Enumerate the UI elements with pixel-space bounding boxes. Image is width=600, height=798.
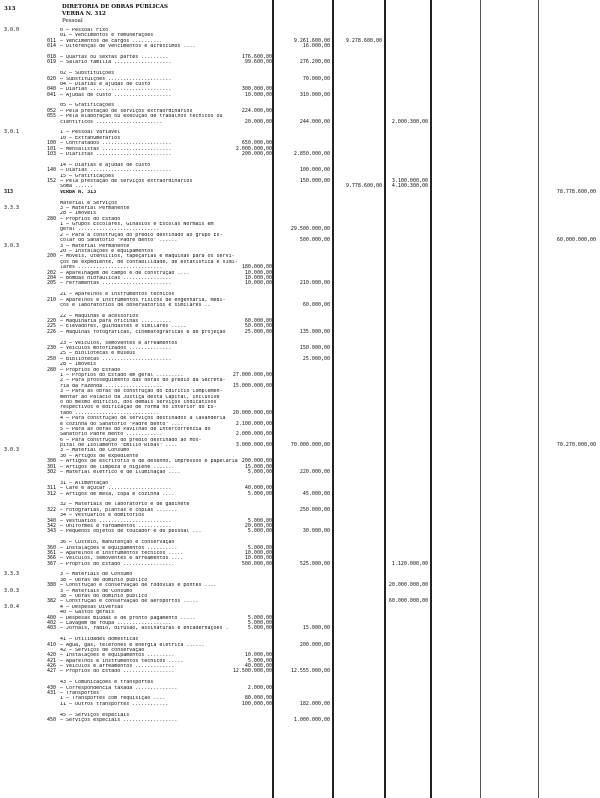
- cell-v1: 5.000,00: [247, 517, 272, 524]
- cell-desc: lares ............................: [60, 265, 163, 271]
- cell-code: 200: [46, 253, 56, 260]
- cell-code: 041: [46, 91, 56, 98]
- cell-code: 431: [46, 690, 56, 697]
- cell-desc: e cozinha do Sanatório "Padre Bento" ....: [60, 421, 184, 427]
- cell-code: 400: [46, 614, 56, 621]
- cell-desc: Soma ......: [60, 184, 94, 190]
- cell-desc: Sanatório Padre Bento ............: [60, 432, 163, 438]
- cell-v2: 276.200,00: [299, 59, 330, 66]
- cell-desc: 34 — Vestuários e domitórios: [60, 513, 145, 519]
- cell-desc: pital de Isolamento "Emílio Ribas" ....: [60, 443, 178, 449]
- cell-code: 311: [46, 485, 56, 492]
- cell-v1: 15.000.000,00: [232, 382, 272, 389]
- cell-desc: — Fotografias, plantas e cópias .......: [60, 507, 178, 513]
- cell-desc: 28 — Imóveis: [60, 362, 97, 368]
- cell-v1: 2.000,00: [247, 684, 272, 691]
- cell-desc: — Móveis, utensílios, tapeçarias e maquinas para os servi-: [60, 254, 235, 260]
- ledger-rows: [0, 28, 600, 723]
- cell-v1: 300.000,00: [241, 86, 272, 93]
- cell-v2: 200.000,00: [299, 641, 330, 648]
- cell-code: 427: [46, 668, 56, 675]
- cell-desc: — Ajudas de custo ...................: [60, 92, 172, 98]
- cell-desc: 14 — Diárias e ajudas de custo: [60, 162, 151, 168]
- cell-desc: — Veículos motorizados ..............: [60, 346, 172, 352]
- cell-desc: 42 — Serviços de conservação: [60, 647, 145, 653]
- cell-v2: 244.000,00: [299, 118, 330, 125]
- cell-desc: — Ferramentas .......................: [60, 281, 172, 287]
- cell-v2: 29.500.000,00: [290, 226, 330, 233]
- cell-code: 426: [46, 663, 56, 670]
- cell-desc: Material e Serviços: [60, 200, 118, 206]
- cell-code: 402: [46, 619, 56, 626]
- cell-v2: 2.850.000,00: [293, 150, 330, 157]
- cell-desc: 30 — Artigos de expediente: [60, 453, 139, 459]
- cell-v1: 10.000,00: [244, 274, 272, 281]
- cell-desc: 4 — Para construção de serviços destinados à lavanderia: [60, 416, 226, 422]
- cell-desc: — Água, gás, telefones e energia elétrica ......: [60, 642, 205, 648]
- ledger-row: [0, 718, 600, 723]
- cell-code: 280: [46, 366, 56, 373]
- cell-desc: 1 — Transportes com requisição ....: [60, 696, 166, 702]
- cell-desc: — Jornais, rádio, difusão, assinaturas e encadernações .: [60, 626, 229, 632]
- cell-v1: 5.000,00: [247, 544, 272, 551]
- cell-desc: 36 — Custeio, manutenção e conservação: [60, 540, 175, 546]
- cell-v1: 3.000.000,00: [235, 442, 272, 449]
- cell-v4: 20.000.000,00: [388, 582, 428, 589]
- cell-code: 420: [46, 652, 56, 659]
- cell-desc: o do mesmo edifício, dos demais serviços indicativos: [60, 399, 217, 405]
- cell-desc: tado ............................: [60, 410, 160, 416]
- cell-v2: 1.000.000,00: [293, 717, 330, 723]
- cell-desc: — Instalações e equipamentos .........: [60, 653, 175, 659]
- cell-desc: científicos ......................: [60, 119, 163, 125]
- cell-v4: 60.000.000,00: [388, 598, 428, 605]
- cell-desc: mentar ao Palácio da Justiça desta Capital, inclusive: [60, 394, 220, 400]
- cell-code: 280: [46, 215, 56, 222]
- cell-sec: 3.0.1: [4, 129, 20, 136]
- cell-v2: 310.000,00: [299, 91, 330, 98]
- cell-desc: — Artigos de mesa, copa e cozinha ....: [60, 491, 175, 497]
- cell-code: 205: [46, 280, 56, 287]
- cell-desc: 5 — Para as obras do Pavilhão de Intercorrência do: [60, 426, 211, 432]
- cell-desc: 3 — Materiais de Consumo: [60, 572, 133, 578]
- cell-v1: 100.000,00: [241, 700, 272, 707]
- cell-desc: — Bombas hidráulicas ................: [60, 275, 172, 281]
- cell-code: 367: [46, 560, 56, 567]
- cell-code: 361: [46, 549, 56, 556]
- cell-code: 301: [46, 463, 56, 470]
- cell-desc: — Quartas ou sextas partes .........: [60, 54, 169, 60]
- cell-code: 052: [46, 107, 56, 114]
- cell-code: 302: [46, 469, 56, 476]
- cell-desc: VERBA N. 313: [60, 189, 97, 195]
- cell-code: 202: [46, 269, 56, 276]
- cell-desc: — Veículos, semoventes e arreamentos ....: [60, 556, 184, 562]
- cell-v1: 60.000,00: [244, 318, 272, 325]
- cell-v1: 20.000.000,00: [232, 409, 272, 416]
- cell-desc: — Pela prestação de serviços extraordinários: [60, 178, 193, 184]
- cell-v2: 70.000,00: [302, 75, 330, 82]
- cell-v1: 15.000,00: [244, 463, 272, 470]
- cell-desc: — Veículos e arreamentos .............: [60, 664, 175, 670]
- cell-desc: — Uniformes e fardamentos ...........: [60, 523, 172, 529]
- cell-v2: 150.000,00: [299, 177, 330, 184]
- cell-desc: — Lavagem de roupa ..................: [60, 620, 172, 626]
- cell-v1: 40.000,00: [244, 663, 272, 670]
- cell-v2: 60.000,00: [302, 301, 330, 308]
- cell-desc: 1 — Próprios do Estado em geral .........: [60, 373, 184, 378]
- cell-v1: 27.000.000,00: [232, 372, 272, 378]
- cell-desc: 15 — Gratificações: [60, 173, 115, 179]
- cell-desc: ria da Fazenda ...................: [60, 383, 163, 389]
- cell-desc: 43 — Comunicações e transportes: [60, 680, 154, 686]
- cell-v1: 25.000,00: [244, 328, 272, 335]
- cell-code: 014: [46, 43, 56, 50]
- cell-code: 430: [46, 684, 56, 691]
- cell-desc: 3 — Material Permanente: [60, 243, 130, 249]
- cell-desc: — Construção e conservação de aeroportos .....: [60, 599, 199, 605]
- cell-v1: 20.000,00: [244, 522, 272, 529]
- cell-desc: 3 — Materiais de Consumo: [60, 588, 133, 594]
- cell-v3: 9.778.600,00: [345, 183, 382, 190]
- cell-code: 403: [46, 625, 56, 632]
- cell-desc: 25 — Bibliotecas e museus: [60, 351, 136, 357]
- cell-desc: — Próprios do Estado: [60, 367, 121, 373]
- cell-desc: — Aparelhos e instrumentos técnicos .....: [60, 658, 184, 664]
- cell-code: 103: [46, 150, 56, 157]
- cell-code: 380: [46, 582, 56, 589]
- cell-v1: 5.000,00: [247, 625, 272, 632]
- cell-v2: 16.000,00: [302, 43, 330, 50]
- cell-desc: — Bibliotecas .......................: [60, 356, 172, 362]
- cell-sec: 3.0.4: [4, 603, 20, 610]
- cell-desc: — Diárias ...........................: [60, 168, 172, 174]
- cell-desc: — Pela prestação de serviços extraordinários: [60, 108, 193, 114]
- cell-v2: 15.000,00: [302, 625, 330, 632]
- cell-desc: 22 — Máquinas e acessórios: [60, 313, 139, 319]
- cell-desc: — Vencimentos de cargos ..........: [60, 38, 163, 44]
- cell-desc: — Instalações e equipamentos ..........: [60, 545, 178, 551]
- cell-v1: 12.500.000,00: [232, 668, 272, 675]
- cell-v1: 10.000,00: [244, 280, 272, 287]
- cell-desc: 1 — Grupos Escolares, Ginásios e Escolas Normais em: [60, 222, 214, 228]
- cell-v1: 200.000,00: [241, 458, 272, 465]
- cell-desc: 3 — Material Permanente: [60, 205, 130, 211]
- cell-code: 382: [46, 598, 56, 605]
- cell-v5: 78.778.600,00: [556, 188, 596, 195]
- cell-code: 100: [46, 140, 56, 147]
- cell-v2: 70.000.000,00: [290, 442, 330, 449]
- cell-code: 210: [46, 296, 56, 303]
- cell-v2: 220.000,00: [299, 469, 330, 476]
- cell-code: 019: [46, 59, 56, 66]
- cell-code: 204: [46, 274, 56, 281]
- cell-sec: 3.3.3: [4, 571, 20, 578]
- cell-desc: — Diaristas .........................: [60, 151, 172, 157]
- cell-desc: — Artigos de limpeza e higiene .......: [60, 464, 175, 470]
- cell-desc: 0 — Pessoal Fixo: [60, 28, 109, 33]
- cell-v1: 5.000,00: [247, 490, 272, 497]
- cell-code: 360: [46, 544, 56, 551]
- cell-desc: — Aparelhagem de campo e de construção ....: [60, 270, 190, 276]
- cell-sec: 3.0.3: [4, 242, 20, 249]
- cell-v2: 135.000,00: [299, 328, 330, 335]
- cell-desc: 28 — Imóveis: [60, 211, 97, 217]
- cell-desc: colar do Sanatório "Padre Bento" ......: [60, 238, 178, 244]
- cell-sec: 3.0.3: [4, 587, 20, 594]
- cell-desc: — Mensalistas .......................: [60, 146, 172, 152]
- cell-code: 152: [46, 177, 56, 184]
- cell-desc: 02 — Substituições: [60, 71, 115, 77]
- cell-v1: 176.600,00: [241, 53, 272, 60]
- cell-desc: — Próprios do Estado .................: [60, 669, 175, 675]
- cell-code: 340: [46, 517, 56, 524]
- cell-desc: — Salário família ...................: [60, 60, 172, 66]
- cell-desc: — Diárias ...........................: [60, 87, 172, 93]
- cell-code: 225: [46, 323, 56, 330]
- cell-code: 421: [46, 657, 56, 664]
- cell-code: 250: [46, 355, 56, 362]
- cell-v4: 1.120.000,00: [391, 560, 428, 567]
- cell-v1: 99.600,00: [244, 59, 272, 66]
- cell-code: 220: [46, 318, 56, 325]
- cell-v1: 10.000,00: [244, 269, 272, 276]
- cell-desc: — Aparelhos e instrumentos técnicos .....: [60, 550, 184, 556]
- cell-v1: 650.000,00: [241, 140, 272, 147]
- cell-v1: 2.000.000,00: [235, 431, 272, 438]
- cell-sec: 3.3.3: [4, 204, 20, 211]
- cell-desc: cos e laboratórios de observatórios e similares ..: [60, 302, 211, 308]
- cell-code: 450: [46, 717, 56, 723]
- cell-v4: 4.100.300,00: [391, 183, 428, 190]
- cell-desc: — Próprios do Estado .................: [60, 561, 175, 567]
- cell-desc: — Maquinária para oficinas ..........: [60, 319, 172, 325]
- department-title: DIRETORIA DE OBRAS PÚBLICAS: [62, 4, 168, 10]
- cell-v1: 180.000,00: [241, 264, 272, 271]
- cell-desc: 20 — Instalações e equipamentos: [60, 249, 154, 255]
- cell-desc: — Diferenças de vencimentos e acréscimos ....: [60, 44, 196, 50]
- cell-v1: 224.000,00: [241, 107, 272, 114]
- cell-code: 322: [46, 506, 56, 513]
- cell-desc: 41 — Utilidades domésticas: [60, 637, 139, 643]
- cell-desc: 05 — Gratificações: [60, 103, 115, 109]
- cell-desc: — Vestuários ........................: [60, 518, 172, 524]
- cell-desc: — Café e açúcar .....................: [60, 486, 172, 492]
- cell-v4: 3.100.000,00: [391, 177, 428, 184]
- cell-desc: — Artigos de escritório e de desenho, impressos e papelaria: [60, 459, 238, 465]
- cell-desc: — Pela elaboração ou execução de trabalhos técnicos ou: [60, 114, 223, 120]
- cell-desc: 2 — Para prosseguimento das obras do prédio da Secreta-: [60, 378, 226, 384]
- cell-v2: 500.000,00: [299, 237, 330, 244]
- cell-desc: — Substituições .....................: [60, 76, 172, 82]
- cell-desc: 45 — Serviços especiais: [60, 712, 130, 718]
- cell-v3: 9.278.600,00: [345, 37, 382, 44]
- cell-desc: — Correspondência taxada ..............: [60, 685, 178, 691]
- cell-desc: 4 — Despesas Diversas: [60, 604, 124, 610]
- cell-code: 230: [46, 345, 56, 352]
- cell-desc: 04 — Diárias e ajudas de custo: [60, 81, 151, 87]
- cell-v4: 2.000.300,00: [391, 118, 428, 125]
- cell-v1: 5.000,00: [247, 619, 272, 626]
- cell-v2: 250.000,00: [299, 506, 330, 513]
- cell-v1: 5.000,00: [247, 614, 272, 621]
- cell-desc: 21 — Aparelhos e instrumentos técnicos: [60, 292, 175, 298]
- cell-v1: 500.000,00: [241, 560, 272, 567]
- cell-v2: 100.000,00: [299, 167, 330, 174]
- cell-desc: respectivos e edificação de forma no interior do Es-: [60, 405, 217, 411]
- cell-v2: 525.000,00: [299, 560, 330, 567]
- cell-v2: 210.000,00: [299, 280, 330, 287]
- cell-desc: ços de expediente, de contabilidade, de estatística e simi-: [60, 259, 238, 265]
- cell-desc: 3 — Para as obras de construção do Edifício Complemen-: [60, 389, 223, 395]
- cell-v1: 10.000,00: [244, 549, 272, 556]
- cell-v1: 2.000.000,00: [235, 145, 272, 152]
- cell-desc: 6 — Para construção do prédio destinado ao Hos-: [60, 437, 202, 443]
- cell-v1: 5.000,00: [247, 657, 272, 664]
- cell-v2: 45.000,00: [302, 490, 330, 497]
- cell-desc: — Transportes: [60, 691, 100, 697]
- section-title: Pessoal: [62, 18, 83, 24]
- cell-desc: — Contratados .......................: [60, 141, 172, 147]
- cell-desc: 31 — Alimentação: [60, 480, 109, 486]
- cell-desc: — Despesas miúdas e de pronto pagamento .....: [60, 615, 196, 621]
- cell-v1: 20.000,00: [244, 118, 272, 125]
- cell-sec: 3.0.0: [4, 27, 20, 33]
- cell-v2: 182.000,00: [299, 700, 330, 707]
- cell-sec: 3.0.3: [4, 447, 20, 454]
- cell-v1: 5.000,00: [247, 469, 272, 476]
- cell-v1: 40.000,00: [244, 485, 272, 492]
- cell-desc: — Máquinas fotográficas, cinematográficas e de projeção: [60, 329, 226, 335]
- cell-desc: — Elevadores, guindastes e similares .....: [60, 324, 187, 330]
- cell-v1: 200.000,00: [241, 150, 272, 157]
- cell-v2: 12.555.000,00: [290, 668, 330, 675]
- cell-desc: 40 — Gastos gerais: [60, 610, 115, 616]
- cell-desc: 2 — Para a construção do prédio destinado ao grupo Es-: [60, 232, 223, 238]
- cell-code: 226: [46, 328, 56, 335]
- cell-code: 018: [46, 53, 56, 60]
- page-number: 313: [4, 6, 16, 12]
- verba-title: VERBA N. 312: [62, 11, 106, 17]
- cell-desc: — Construção e conservação de rodovias e pontes ....: [60, 583, 217, 589]
- cell-desc: 38 — Obras do domínio público: [60, 594, 148, 600]
- cell-v2: 30.000,00: [302, 528, 330, 535]
- cell-desc: — Serviços especiais ..................: [60, 718, 178, 723]
- cell-code: 312: [46, 490, 56, 497]
- cell-v2: 9.261.600,00: [293, 37, 330, 44]
- cell-v1: 10.000,00: [244, 91, 272, 98]
- cell-sec: 313: [4, 188, 14, 195]
- cell-v1: 50.000,00: [244, 323, 272, 330]
- cell-code: 020: [46, 75, 56, 82]
- cell-v1: 10.000,00: [244, 555, 272, 562]
- cell-desc: 38 — Obras de domínio público: [60, 577, 148, 583]
- cell-v2: 150.000,00: [299, 345, 330, 352]
- cell-desc: — Aparelhos e instrumentos físicos de engenharia, médi-: [60, 297, 226, 303]
- cell-v1: 2.100.000,00: [235, 420, 272, 427]
- cell-desc: 11 — Outros transportes ............: [60, 701, 169, 707]
- cell-v2: 25.000,00: [302, 355, 330, 362]
- cell-desc: 01 — Vencimentos e remunerações: [60, 33, 154, 39]
- cell-v1: 80.000,00: [244, 695, 272, 702]
- cell-desc: 1 — Pessoal Variável: [60, 130, 121, 136]
- cell-v5: 70.270.000,00: [556, 442, 596, 449]
- cell-code: 410: [46, 641, 56, 648]
- cell-desc: — Material elétrico e de iluminação ....: [60, 470, 181, 476]
- cell-code: 011: [46, 37, 56, 44]
- cell-code: 140: [46, 167, 56, 174]
- cell-v1: 10.000,00: [244, 652, 272, 659]
- cell-code: 366: [46, 555, 56, 562]
- cell-code: 342: [46, 522, 56, 529]
- cell-desc: geral ...........................: [60, 227, 160, 233]
- cell-code: 300: [46, 458, 56, 465]
- cell-v5: 60.000.000,00: [556, 237, 596, 244]
- cell-desc: 3 — Material de Consumo: [60, 448, 130, 454]
- cell-desc: 23 — Veículos, semoventes e arreamentos: [60, 340, 178, 346]
- cell-code: 040: [46, 86, 56, 93]
- cell-desc: — Próprios do Estado: [60, 216, 121, 222]
- cell-desc: 32 — Materiais de laboratório e de gabinete: [60, 502, 190, 508]
- cell-code: 101: [46, 145, 56, 152]
- cell-desc: 10 — Extranumerários: [60, 135, 121, 141]
- cell-v1: 5.000,00: [247, 528, 272, 535]
- cell-code: 055: [46, 113, 56, 120]
- cell-code: 343: [46, 528, 56, 535]
- cell-desc: — Pequenos objetos de toucador e de pessoal ...: [60, 529, 202, 535]
